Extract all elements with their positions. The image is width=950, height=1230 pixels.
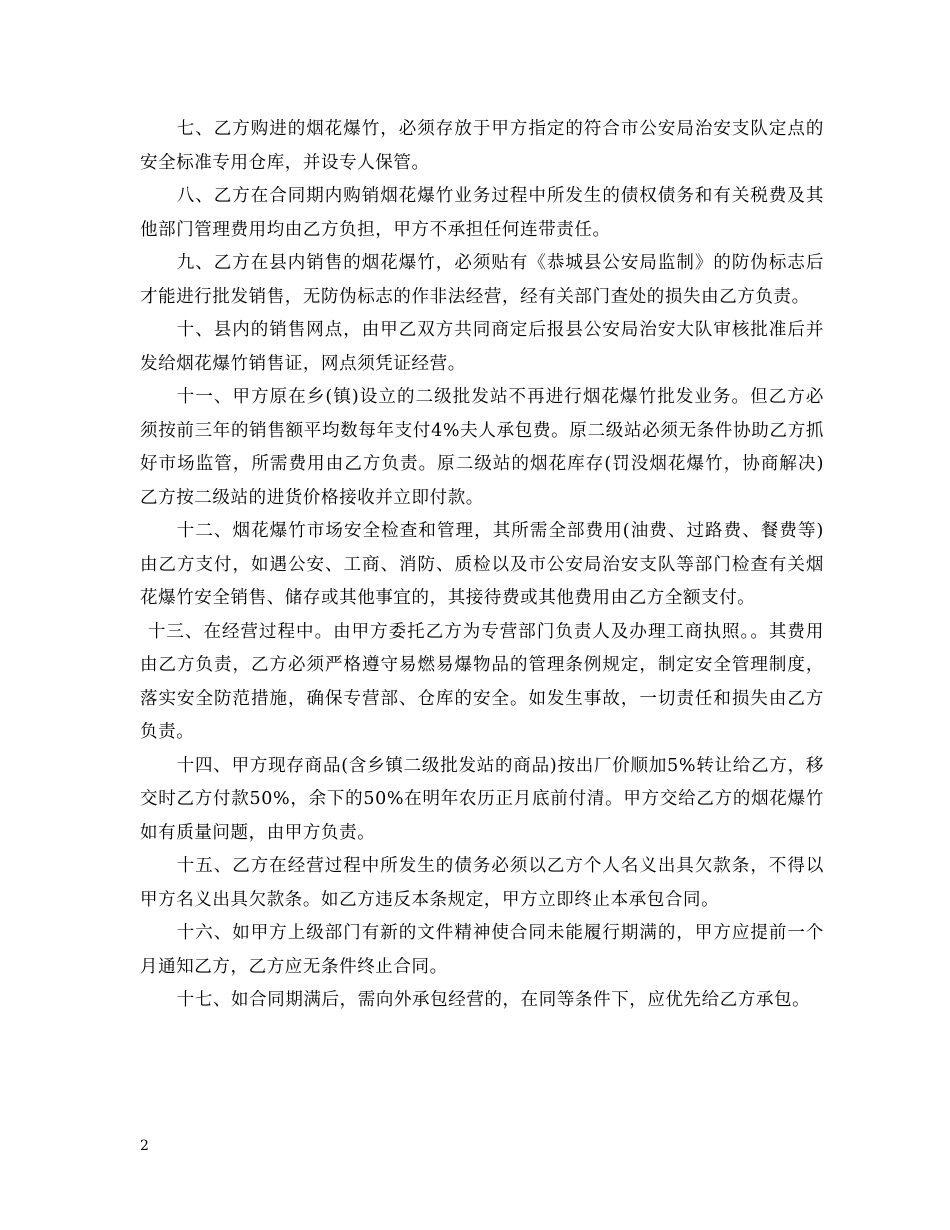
clause-10: 十、县内的销售网点，由甲乙双方共同商定后报县公安局治安大队审核批准后并发给烟花爆竹销售证，网点须凭证经营。 bbox=[140, 320, 824, 374]
clause-14: 十四、甲方现存商品(含乡镇二级批发站的商品)按出厂价顺加5%转让给乙方，移交时乙方付款50%，余下的50%在明年农历正月底前付清。甲方交给乙方的烟花爆竹如有质量问题，由甲方负责。 bbox=[140, 755, 824, 843]
clause-17: 十七、如合同期满后，需向外承包经营的，在同等条件下，应优先给乙方承包。 bbox=[176, 990, 811, 1010]
clause-7: 七、乙方购进的烟花爆竹，必须存放于甲方指定的符合市公安局治安支队定点的安全标准专用仓库，并设专人保管。 bbox=[140, 119, 824, 173]
clause-16: 十六、如甲方上级部门有新的文件精神使合同未能履行期满的，甲方应提前一个月通知乙方，乙方应无条件终止合同。 bbox=[140, 923, 824, 977]
page-number: 2 bbox=[140, 1138, 149, 1154]
document-body bbox=[140, 113, 824, 1018]
clause-8: 八、乙方在合同期内购销烟花爆竹业务过程中所发生的债权债务和有关税费及其他部门管理费用均由乙方负担，甲方不承担任何连带责任。 bbox=[140, 186, 824, 240]
clause-12: 十二、烟花爆竹市场安全检查和管理，其所需全部费用(油费、过路费、餐费等)由乙方支付，如遇公安、工商、消防、质检以及市公安局治安支队等部门检查有关烟花爆竹安全销售、储存或其他事宜的，其接待费或其他费用由乙方全额支付。 bbox=[140, 521, 824, 608]
clause-15: 十五、乙方在经营过程中所发生的债务必须以乙方个人名义出具欠款条，不得以甲方名义出具欠款条。如乙方违反本条规定，甲方立即终止本承包合同。 bbox=[140, 856, 824, 910]
clause-9: 九、乙方在县内销售的烟花爆竹，必须贴有《恭城县公安局监制》的防伪标志后才能进行批发销售，无防伪标志的作非法经营，经有关部门查处的损失由乙方负责。 bbox=[140, 253, 824, 307]
clause-13: 十三、在经营过程中。由甲方委托乙方为专营部门负责人及办理工商执照。。其费用由乙方负责，乙方必须严格遵守易燃易爆物品的管理条例规定，制定安全管理制度，落实安全防范措施，确保专营部、仓库的安全。如发生事故，一切责任和损失由乙方负责。 bbox=[140, 621, 824, 742]
clause-11: 十一、甲方原在乡(镇)设立的二级批发站不再进行烟花爆竹批发业务。但乙方必须按前三年的销售额平均数每年支付4%夫人承包费。原二级站必须无条件协助乙方抓好市场监管，所需费用由乙方负责。原二级站的烟花库存(罚没烟花爆竹，协商解决)乙方按二级站的进货价格接收并立即付款。 bbox=[140, 387, 824, 508]
